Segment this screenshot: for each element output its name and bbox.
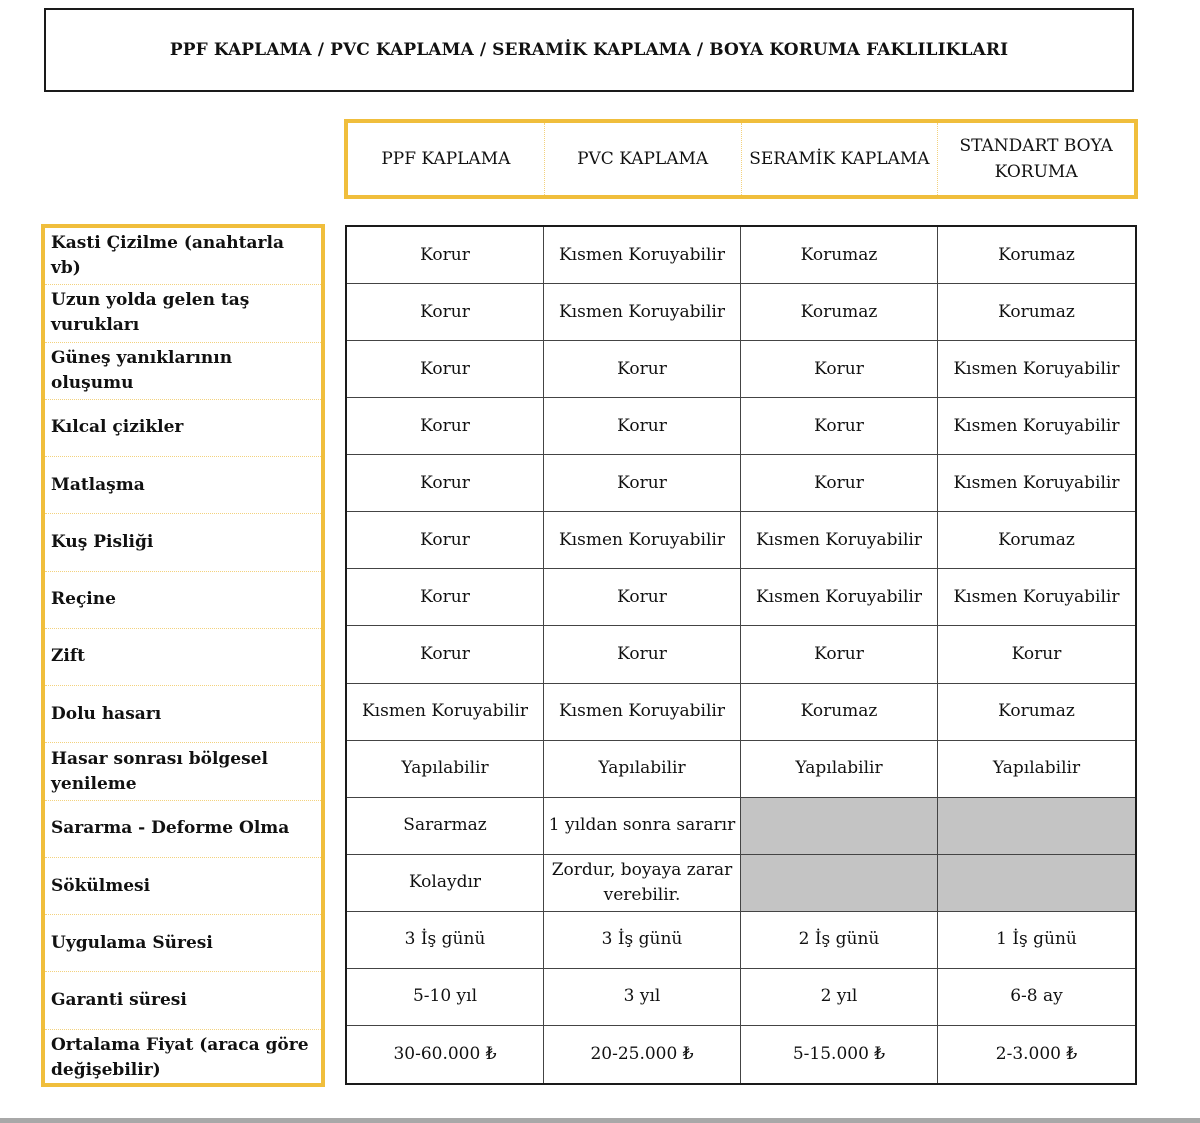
column-header-seramik: SERAMİK KAPLAMA [742,123,939,195]
table-cell: Korur [347,341,544,398]
table-cell: Korumaz [938,684,1135,741]
table-cell: Korur [938,626,1135,683]
table-cell: Korur [347,455,544,512]
table-cell: Korumaz [938,512,1135,569]
table-cell: 5-15.000 ₺ [741,1026,938,1083]
table-cell: Kısmen Koruyabilir [938,569,1135,626]
row-label: Kuş Pisliği [45,514,321,571]
table-cell: Korumaz [938,284,1135,341]
column-header-row [344,119,1138,199]
table-cell: Korumaz [741,684,938,741]
row-label: Kılcal çizikler [45,400,321,457]
table-cell: 2-3.000 ₺ [995,1043,1078,1064]
page-bottom-divider [0,1118,1200,1123]
table-cell: Korur [347,284,544,341]
row-label: Güneş yanıklarının oluşumu [45,343,321,400]
table-cell: Yapılabilir [544,741,741,798]
column-header-ppf: PPF KAPLAMA [348,123,545,195]
row-label: Sökülmesi [45,858,321,915]
table-cell: Korur [544,626,741,683]
column-header-standart-boya: STANDART BOYA KORUMA [959,136,1113,182]
table-cell: Kısmen Koruyabilir [938,398,1135,455]
table-cell: Korumaz [741,284,938,341]
comparison-table [345,225,1137,1085]
table-cell: Korur [347,227,544,284]
table-cell: Kısmen Koruyabilir [347,684,544,741]
table-cell: Zordur, boyaya zarar verebilir. [544,855,741,912]
row-label: Zift [45,629,321,686]
row-label: Reçine [45,572,321,629]
table-cell: Korur [347,569,544,626]
table-cell-empty [938,798,1135,855]
row-label: Uzun yolda gelen taş vurukları [45,285,321,342]
row-label: Matlaşma [45,457,321,514]
column-header-pvc: PVC KAPLAMA [545,123,742,195]
table-cell: 2 İş günü [741,912,938,969]
table-cell-empty [741,855,938,912]
table-cell-empty [741,798,938,855]
row-label: Garanti süresi [45,972,321,1029]
table-cell: Korur [544,455,741,512]
table-cell: Korur [741,398,938,455]
table-cell-empty [938,855,1135,912]
table-cell: Korur [741,341,938,398]
row-header-column [41,224,325,1087]
table-cell: 6-8 ay [938,969,1135,1026]
table-cell: Kısmen Koruyabilir [544,227,741,284]
table-cell: 5-10 yıl [347,969,544,1026]
table-cell: Korur [347,398,544,455]
table-cell: Yapılabilir [938,741,1135,798]
row-label: Dolu hasarı [45,686,321,743]
row-label: Sararma - Deforme Olma [45,801,321,858]
table-cell: 20-25.000 ₺ [544,1026,741,1083]
table-cell: Kısmen Koruyabilir [938,341,1135,398]
table-cell: Yapılabilir [741,741,938,798]
row-label: Uygulama Süresi [45,915,321,972]
table-cell: Sararmaz [347,798,544,855]
table-cell: Kısmen Koruyabilir [741,569,938,626]
table-cell: Kısmen Koruyabilir [544,284,741,341]
table-cell: Korur [347,626,544,683]
table-cell: 30-60.000 ₺ [347,1026,544,1083]
row-label: Hasar sonrası bölgesel yenileme [45,743,321,800]
table-cell: Kolaydır [347,855,544,912]
page-title: PPF KAPLAMA / PVC KAPLAMA / SERAMİK KAPLAMA / BOYA KORUMA FAKLILIKLARI [44,8,1134,92]
table-cell: Korur [544,398,741,455]
table-cell: Korumaz [741,227,938,284]
table-cell: Korumaz [938,227,1135,284]
table-cell: Korur [741,455,938,512]
table-cell: 3 İş günü [544,912,741,969]
row-label: Ortalama Fiyat (araca göre değişebilir) [51,1035,309,1081]
table-cell: Kısmen Koruyabilir [938,455,1135,512]
table-cell: Kısmen Koruyabilir [544,684,741,741]
table-cell: Kısmen Koruyabilir [544,512,741,569]
table-cell: 1 İş günü [938,912,1135,969]
table-cell: 3 yıl [544,969,741,1026]
table-cell: 1 yıldan sonra sararır [544,798,741,855]
table-cell: 3 İş günü [347,912,544,969]
row-label: Kasti Çizilme (anahtarla vb) [45,228,321,285]
table-cell: Kısmen Koruyabilir [741,512,938,569]
table-cell: Korur [741,626,938,683]
table-cell: Yapılabilir [347,741,544,798]
table-cell: Korur [347,512,544,569]
table-cell: Korur [544,569,741,626]
table-cell: Korur [544,341,741,398]
table-cell: 2 yıl [741,969,938,1026]
